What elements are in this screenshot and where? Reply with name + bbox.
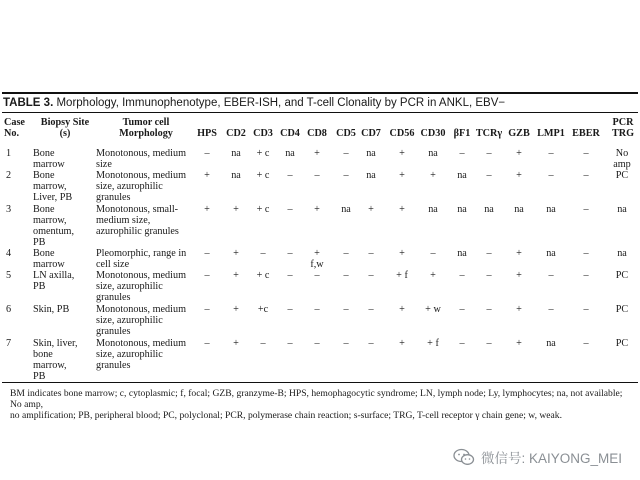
marker-value: + f xyxy=(396,270,408,281)
header-pcr-trg: TRG xyxy=(611,128,635,139)
header-marker: CD5 xyxy=(336,128,356,139)
biopsy-site: LN axilla, xyxy=(33,270,75,281)
marker-value: + xyxy=(368,204,374,215)
marker-value: – xyxy=(204,304,210,315)
marker-value: + c xyxy=(256,148,270,159)
marker-value: + xyxy=(399,248,405,259)
table-caption xyxy=(3,96,637,110)
tumor-morphology: Pleomorphic, range in xyxy=(96,248,187,259)
marker-value: na xyxy=(457,170,467,181)
marker-value: – xyxy=(459,304,465,315)
tumor-morphology: azurophilic granules xyxy=(96,226,179,237)
pcr-trg-value: na xyxy=(617,248,627,259)
case-number: 7 xyxy=(6,338,12,349)
biopsy-site: Bone xyxy=(33,148,55,159)
marker-value: na xyxy=(457,248,467,259)
marker-value: na xyxy=(457,204,467,215)
marker-value: na xyxy=(341,204,351,215)
marker-value: – xyxy=(343,270,349,281)
marker-value: + xyxy=(516,304,522,315)
marker-value: – xyxy=(548,270,554,281)
header-marker: CD3 xyxy=(253,128,273,139)
marker-value: – xyxy=(486,270,492,281)
biopsy-site: omentum, xyxy=(33,226,75,237)
biopsy-site: PB xyxy=(33,237,46,248)
marker-value: – xyxy=(583,304,589,315)
header-marker: CD7 xyxy=(361,128,381,139)
marker-value: – xyxy=(314,170,320,181)
marker-value: + xyxy=(204,170,210,181)
marker-value: – xyxy=(260,338,266,349)
tumor-morphology: size, azurophilic xyxy=(96,315,163,326)
marker-value: + c xyxy=(256,270,270,281)
marker-value: + xyxy=(233,338,239,349)
marker-value: + xyxy=(399,304,405,315)
marker-value: + xyxy=(516,148,522,159)
top-blank-area xyxy=(0,0,640,82)
header-biopsy-site: (s) xyxy=(59,128,71,139)
biopsy-site: Bone xyxy=(33,170,55,181)
case-number: 5 xyxy=(6,270,12,281)
tumor-morphology: size, azurophilic xyxy=(96,181,163,192)
footnote-line: BM indicates bone marrow; c, cytoplasmic; f, focal; GZB, granzyme-B; HPS, hemophagocytic syndrome; LN, lymph node; Ly, lymphocytes; na, not available; No amp, xyxy=(10,388,623,410)
biopsy-site: PB xyxy=(33,281,46,292)
marker-value: + xyxy=(233,304,239,315)
watermark-text: 微信号: KAIYONG_MEI xyxy=(481,451,623,466)
biopsy-site: marrow, xyxy=(33,181,67,192)
marker-value: – xyxy=(583,270,589,281)
tumor-morphology: size, azurophilic xyxy=(96,281,163,292)
marker-value: – xyxy=(459,338,465,349)
marker-value: – xyxy=(583,148,589,159)
tumor-morphology: granules xyxy=(96,292,131,303)
marker-value: – xyxy=(368,338,374,349)
marker-value: na xyxy=(428,204,438,215)
marker-value: – xyxy=(368,304,374,315)
header-morphology: Morphology xyxy=(119,128,173,139)
header-marker: LMP1 xyxy=(537,128,565,139)
marker-value: – xyxy=(287,304,293,315)
marker-value: – xyxy=(486,148,492,159)
marker-value: na xyxy=(231,170,241,181)
top-rule xyxy=(2,92,638,94)
marker-value: – xyxy=(486,170,492,181)
marker-value: – xyxy=(343,148,349,159)
pcr-trg-value: PC xyxy=(615,338,629,349)
marker-value: na xyxy=(546,204,556,215)
marker-value: + c xyxy=(256,170,270,181)
marker-value: – xyxy=(583,170,589,181)
pcr-trg-value: PC xyxy=(615,270,629,281)
marker-value: + xyxy=(516,170,522,181)
marker-value: – xyxy=(583,204,589,215)
caption-rule xyxy=(2,112,638,113)
marker-value: – xyxy=(343,248,349,259)
marker-value: na xyxy=(366,170,376,181)
marker-value: – xyxy=(287,204,293,215)
marker-value: – xyxy=(204,248,210,259)
marker-value: +c xyxy=(257,304,269,315)
marker-value: – xyxy=(368,248,374,259)
header-marker: CD2 xyxy=(226,128,246,139)
marker-value: – xyxy=(548,148,554,159)
header-case: No. xyxy=(4,128,19,139)
marker-value: – xyxy=(486,248,492,259)
header-marker: TCRγ xyxy=(475,128,503,139)
marker-value: – xyxy=(548,304,554,315)
header-pcr-trg: PCR xyxy=(612,117,634,128)
marker-value: + xyxy=(430,170,436,181)
marker-value: – xyxy=(287,248,293,259)
caption-text: Morphology, Immunophenotype, EBER-ISH, and T-cell Clonality by PCR in ANKL, EBV− xyxy=(56,97,506,109)
header-marker: HPS xyxy=(197,128,217,139)
marker-value: + w xyxy=(425,304,441,315)
header-marker: βF1 xyxy=(453,128,471,139)
marker-value: + xyxy=(516,270,522,281)
footnote-line: no amplification; PB, peripheral blood; PC, polyclonal; PCR, polymerase chain reaction; s-surface; TRG, T-cell receptor γ chain gene; w, weak. xyxy=(10,410,563,421)
tumor-morphology: granules xyxy=(96,192,131,203)
case-number: 3 xyxy=(6,204,12,215)
case-number: 6 xyxy=(6,304,12,315)
header-marker: CD8 xyxy=(307,128,327,139)
marker-value: na xyxy=(428,148,438,159)
marker-value: na xyxy=(546,248,556,259)
marker-value: – xyxy=(343,170,349,181)
marker-value: + xyxy=(314,148,320,159)
marker-value: – xyxy=(486,304,492,315)
tumor-morphology: granules xyxy=(96,326,131,337)
tumor-morphology: size xyxy=(96,159,112,170)
marker-value: – xyxy=(430,248,436,259)
marker-value: – xyxy=(260,248,266,259)
marker-value: + xyxy=(233,248,239,259)
marker-value: – xyxy=(343,304,349,315)
biopsy-site: marrow xyxy=(33,159,65,170)
tumor-morphology: Monotonous, medium xyxy=(96,304,186,315)
biopsy-site: Skin, PB xyxy=(33,304,70,315)
watermark xyxy=(453,446,622,468)
marker-value: – xyxy=(583,248,589,259)
marker-value: – xyxy=(204,148,210,159)
header-marker: CD30 xyxy=(420,128,446,139)
marker-value: na xyxy=(285,148,295,159)
marker-value: + xyxy=(233,270,239,281)
header-marker: EBER xyxy=(572,128,600,139)
pcr-trg-value: amp xyxy=(613,159,631,170)
marker-value: + c xyxy=(256,204,270,215)
biopsy-site: Bone xyxy=(33,248,55,259)
case-number: 1 xyxy=(6,148,12,159)
marker-value: + xyxy=(516,248,522,259)
biopsy-site: marrow xyxy=(33,259,65,270)
case-number: 2 xyxy=(6,170,12,181)
pcr-trg-value: No xyxy=(615,148,629,159)
tumor-morphology: Monotonous, small- xyxy=(96,204,179,215)
biopsy-site: Skin, liver, xyxy=(33,338,78,349)
marker-value: + xyxy=(233,204,239,215)
header-marker: CD4 xyxy=(280,128,300,139)
marker-value: na xyxy=(546,338,556,349)
marker-value: – xyxy=(287,170,293,181)
header-marker: GZB xyxy=(508,128,530,139)
header-morphology: Tumor cell xyxy=(122,117,170,128)
marker-value: + xyxy=(516,338,522,349)
biopsy-site: bone xyxy=(33,349,53,360)
wechat-icon xyxy=(453,448,475,466)
marker-value: – xyxy=(287,338,293,349)
marker-value: – xyxy=(314,304,320,315)
pcr-trg-value: na xyxy=(617,204,627,215)
marker-value: + xyxy=(399,204,405,215)
tumor-morphology: Monotonous, medium xyxy=(96,148,186,159)
pcr-trg-value: PC xyxy=(615,304,629,315)
marker-value: – xyxy=(486,338,492,349)
marker-value: na xyxy=(231,148,241,159)
marker-value: – xyxy=(368,270,374,281)
case-number: 4 xyxy=(6,248,12,259)
marker-value: na xyxy=(366,148,376,159)
tumor-morphology: granules xyxy=(96,360,131,371)
marker-value: – xyxy=(204,270,210,281)
tumor-morphology: Monotonous, medium xyxy=(96,270,186,281)
table-footnote xyxy=(10,388,632,421)
biopsy-site: PB xyxy=(33,371,46,382)
marker-value: – xyxy=(459,270,465,281)
marker-value: + xyxy=(399,338,405,349)
header-biopsy-site: Biopsy Site xyxy=(40,117,90,128)
marker-value: + xyxy=(430,270,436,281)
header-case: Case xyxy=(4,117,25,128)
marker-value: na xyxy=(514,204,524,215)
marker-value: + f xyxy=(427,338,439,349)
marker-value: + xyxy=(314,204,320,215)
header-marker: CD56 xyxy=(389,128,415,139)
marker-value: – xyxy=(548,170,554,181)
marker-value: – xyxy=(314,270,320,281)
tumor-morphology: Monotonous, medium xyxy=(96,338,186,349)
biopsy-site: Bone xyxy=(33,204,55,215)
tumor-morphology: Monotonous, medium xyxy=(96,170,186,181)
biopsy-site: marrow, xyxy=(33,360,67,371)
tumor-morphology: size, azurophilic xyxy=(96,349,163,360)
marker-value: – xyxy=(204,338,210,349)
tumor-morphology: medium size, xyxy=(96,215,151,226)
marker-value: – xyxy=(314,338,320,349)
marker-value: – xyxy=(459,148,465,159)
pcr-trg-value: PC xyxy=(615,170,629,181)
marker-value: – xyxy=(583,338,589,349)
caption-label: TABLE 3. xyxy=(3,97,54,109)
biopsy-site: Liver, PB xyxy=(33,192,73,203)
biopsy-site: marrow, xyxy=(33,215,67,226)
marker-value: + f,w xyxy=(310,248,324,270)
marker-value: + xyxy=(399,170,405,181)
tumor-morphology: cell size xyxy=(96,259,130,270)
marker-value: + xyxy=(399,148,405,159)
bottom-rule xyxy=(2,382,638,383)
marker-value: na xyxy=(484,204,494,215)
marker-value: – xyxy=(343,338,349,349)
marker-value: – xyxy=(287,270,293,281)
marker-value: + xyxy=(204,204,210,215)
